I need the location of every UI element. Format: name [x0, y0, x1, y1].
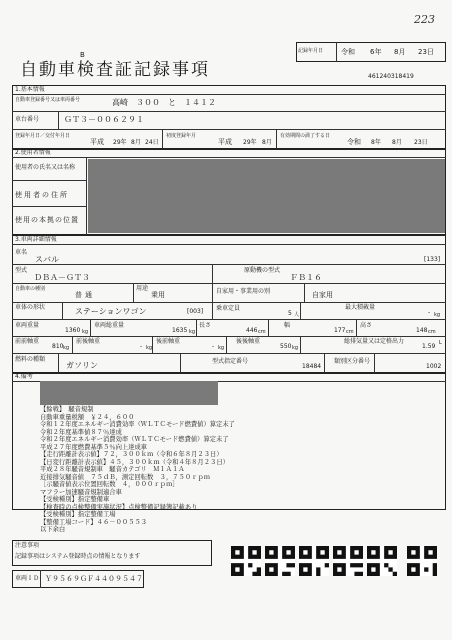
- handwritten-number: 223: [414, 13, 435, 26]
- remark-line: 【走行距離計表示値】７２，３００ｋｍ（令和６年８月２３日）: [40, 451, 223, 458]
- remark-line: 【検査時の点検整備実施状況】点検整備記録簿記載あり: [40, 503, 198, 511]
- gross-weight-label: 車両総重量: [94, 322, 125, 329]
- height-label: 高さ: [360, 322, 373, 329]
- height-unit: cm: [428, 329, 436, 335]
- displacement-value: 1.59: [422, 343, 436, 350]
- registration-number-label: 自動車登録番号又は車両番号: [15, 97, 81, 103]
- maker-name: スバル: [35, 255, 59, 264]
- vehicle-id-label: 車両ＩＤ: [15, 575, 40, 582]
- rear-front-axle-unit: kg: [218, 345, 225, 351]
- issued-date-day: 23日: [418, 48, 434, 56]
- displacement-unit: L: [439, 340, 442, 346]
- vehicle-kind-label: 自動車の種別: [15, 286, 46, 292]
- expiry-day: 23日: [414, 139, 428, 146]
- body-shape-label: 車体の形状: [15, 304, 46, 311]
- vehicle-use-label: 用途: [136, 285, 149, 292]
- private-commercial-label: 自家用・事業用の別: [216, 288, 271, 295]
- body-shape-code: [003]: [187, 308, 204, 315]
- title-letter: B: [80, 51, 85, 59]
- width-unit: cm: [346, 329, 354, 335]
- remark-line: 平成２８年騒音規制車 騒音カテゴリ Ｍ１Ａ１Ａ: [40, 466, 185, 473]
- initial-registration-year: 29年: [243, 139, 257, 146]
- remark-line: 以下余白: [40, 526, 66, 533]
- front-rear-axle: -: [140, 343, 143, 350]
- front-front-axle: 810: [52, 343, 64, 350]
- qr-code-icon: [367, 546, 397, 576]
- remark-line: マフラー加速騒音規制適合車: [40, 488, 122, 496]
- front-rear-axle-label: 前後軸重: [76, 338, 101, 345]
- remark-line: 【日変行距離計表示値】４５，３００ｋｍ（令和４年８月２３日）: [40, 458, 229, 466]
- gross-weight-unit: kg: [189, 329, 196, 335]
- width-label: 幅: [284, 322, 291, 329]
- maker-label: 車名: [15, 249, 28, 256]
- rear-rear-axle-unit: kg: [292, 345, 299, 351]
- remark-line: 令和１２年度エネルギー消費効率（ＷＬＴＣモード燃費値）算定未了: [40, 421, 235, 428]
- height-value: 148: [416, 327, 428, 334]
- first-registration-label: 登録年月日／交付年月日: [15, 133, 71, 139]
- remark-line: ［示騒音値表示位置回転数 ４，０００ｒｐｍ］: [40, 481, 179, 488]
- length-label: 長さ: [199, 322, 212, 329]
- vehicle-id: Ｙ９５６９ＧＦ４４０９５４７: [45, 575, 143, 583]
- gross-weight: 1635: [172, 327, 188, 334]
- capacity-value: 5: [288, 310, 292, 317]
- front-rear-axle-unit: kg: [146, 345, 153, 351]
- vehicle-weight-label: 車両重量: [15, 322, 40, 329]
- remark-line: 【整備工場コード】４６－００５５３: [40, 518, 148, 526]
- type-designation-number: 18484: [302, 363, 322, 370]
- model-label: 型式: [15, 267, 28, 274]
- first-registration-era: 平成: [90, 138, 104, 146]
- user-name-label: 使用者の氏名又は名称: [15, 164, 76, 171]
- expiry-month: 8月: [392, 139, 402, 146]
- vehicle-weight-unit: kg: [82, 329, 89, 335]
- redacted-remarks: [40, 381, 218, 405]
- base-location-label: 使用の本拠の位置: [15, 216, 79, 224]
- issued-date-year: 6年: [370, 48, 382, 56]
- length-unit: cm: [258, 329, 266, 335]
- max-load-unit: kg: [434, 312, 441, 318]
- initial-registration-label: 初度登録年月: [166, 133, 197, 139]
- displacement-label: 総排気量又は定格出力: [344, 338, 405, 345]
- issued-date-label: 記録年月日: [298, 48, 324, 54]
- notice-text: 記録事項はシステム登録時点の情報となります: [15, 553, 141, 560]
- vehicle-kind: 普通: [75, 291, 95, 299]
- class-number: 1002: [426, 363, 442, 370]
- initial-registration-month: 8月: [262, 139, 272, 146]
- qr-code-icon: [407, 546, 437, 576]
- remark-line: 【餘戦】 騒音規制: [40, 406, 94, 413]
- remark-line: 令和２年度基準値８７％達成: [40, 428, 122, 436]
- vehicle-weight: 1360: [65, 327, 81, 334]
- qr-code-icon: [265, 546, 295, 576]
- maker-code: [133]: [424, 256, 441, 263]
- width-value: 177: [334, 327, 346, 334]
- fuel-type: ガソリン: [66, 361, 98, 370]
- type-designation-label: 型式指定番号: [212, 358, 249, 365]
- issued-date-era: 令和: [341, 48, 355, 56]
- rear-rear-axle: 550: [280, 343, 292, 350]
- chassis-number-label: 車台番号: [15, 116, 40, 123]
- body-shape: ステーションワゴン: [75, 307, 147, 316]
- private-commercial: 自家用: [312, 291, 333, 299]
- length-value: 446: [246, 327, 258, 334]
- rear-front-axle-label: 後前軸重: [156, 338, 181, 345]
- rear-rear-axle-label: 後後軸重: [236, 338, 261, 345]
- expiry-date-label: 有効期間の満了する日: [280, 133, 331, 139]
- remark-line: 自動車重量税額 ￥２４，６００: [40, 413, 135, 421]
- first-registration-month: 8月: [131, 139, 141, 146]
- remark-line: 令和２年度エネルギー消費効率（ＷＬＴＣモード燃費値）算定未了: [40, 436, 229, 443]
- first-registration-day: 24日: [145, 139, 159, 146]
- fuel-type-label: 燃料の種類: [15, 356, 46, 363]
- remark-line: 【受検種別】指定整備車: [40, 496, 110, 503]
- initial-registration-era: 平成: [218, 138, 232, 146]
- chassis-number: ＧＴ３－００６２９１: [64, 115, 144, 124]
- user-address-label: 使用者の住所: [15, 191, 69, 199]
- class-number-label: 類別区分番号: [334, 358, 371, 365]
- remarks-heading: 4.備考: [15, 373, 33, 380]
- qr-code-icon: [333, 546, 363, 576]
- first-registration-year: 29年: [113, 139, 127, 146]
- max-load-value: -: [428, 309, 431, 316]
- engine-type-label: 原動機の型式: [244, 267, 281, 274]
- capacity-label: 乗車定員: [216, 305, 241, 312]
- rear-front-axle: -: [212, 343, 215, 350]
- issued-date-month: 8月: [394, 48, 406, 56]
- qr-code-icon: [299, 546, 329, 576]
- remark-line: 近接排気騒音値 ７５ｄＢ，測定回転数 ３，７５０ｒｐｍ: [40, 473, 211, 481]
- notice-label: 注意事項: [15, 542, 40, 549]
- basic-info-heading: 1.基本情報: [15, 86, 45, 93]
- vehicle-use: 乗用: [151, 291, 165, 299]
- front-front-axle-label: 前前軸重: [15, 338, 40, 345]
- user-info-heading: 2.使用者情報: [15, 149, 51, 156]
- document-number: 461240318419: [368, 73, 414, 80]
- redacted-user-info: [88, 176, 445, 233]
- redacted-user-info-top: [88, 159, 445, 177]
- remark-line: 平成２７年度燃費基準５％向上達成車: [40, 443, 148, 451]
- expiry-year: 8年: [371, 139, 381, 146]
- vehicle-detail-heading: 3.車両詳細情報: [15, 236, 57, 243]
- capacity-unit: 人: [294, 312, 300, 318]
- front-front-axle-unit: kg: [63, 345, 70, 351]
- model-value: ＤＢＡ－ＧＴ３: [34, 273, 90, 282]
- qr-code-icon: [231, 546, 261, 576]
- max-load-label: 最大積載量: [345, 304, 376, 311]
- remark-line: 【受検種別】指定整備工場: [40, 511, 116, 518]
- expiry-era: 令和: [347, 138, 361, 146]
- engine-type: ＦＢ１６: [290, 273, 322, 282]
- registration-number: 高崎 ３００ と １４１２: [112, 98, 216, 107]
- document-title: 自動車検査証記録事項: [20, 60, 210, 80]
- remarks-list: [40, 406, 300, 534]
